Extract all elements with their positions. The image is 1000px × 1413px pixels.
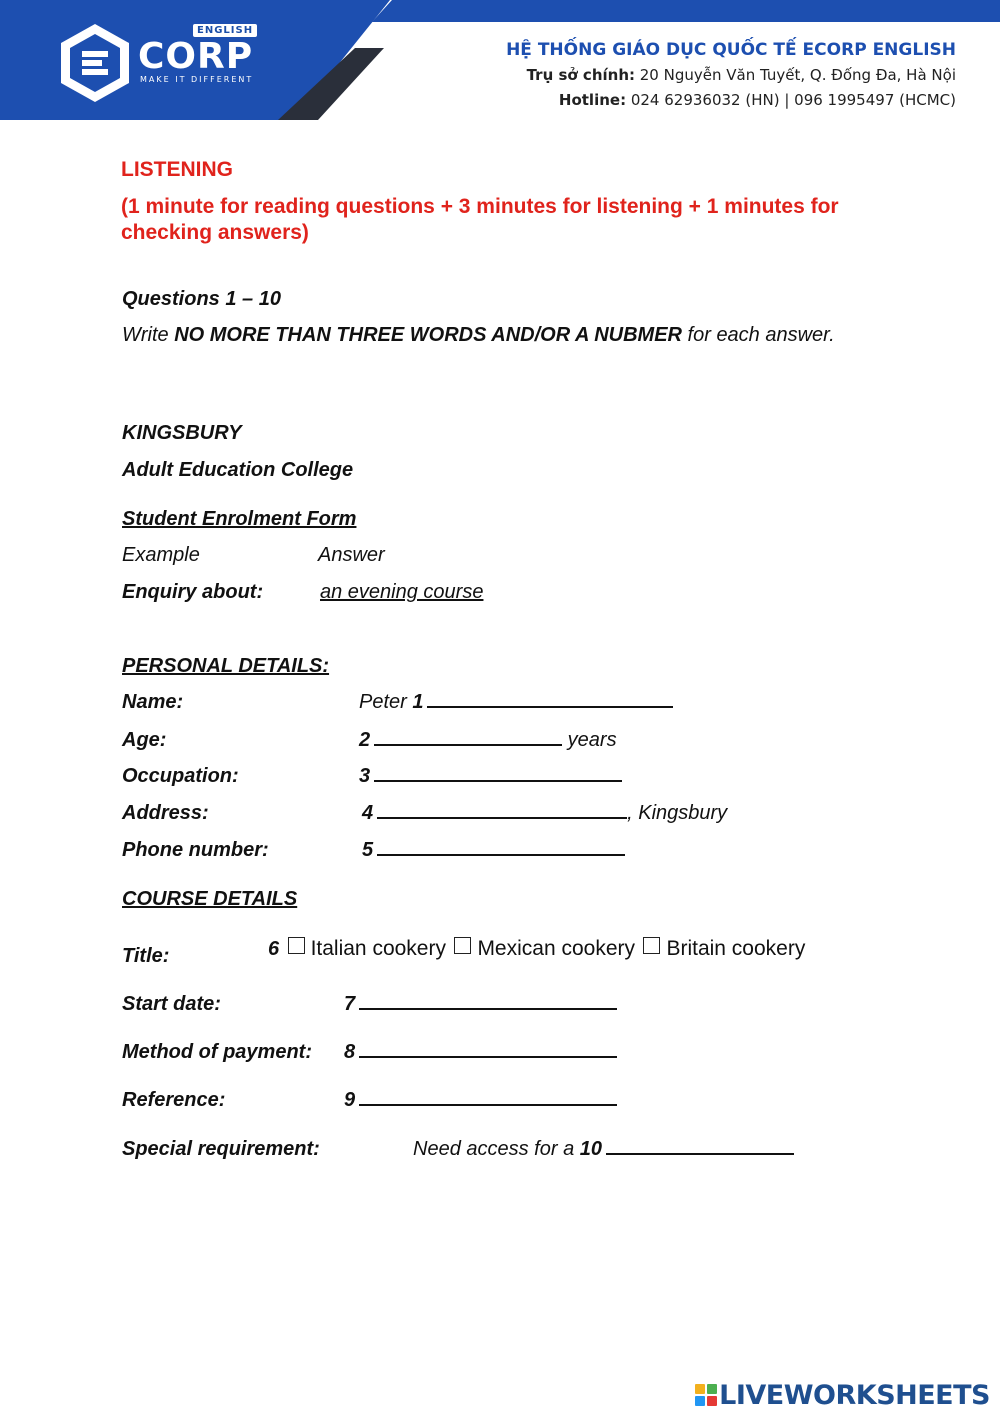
logo-tagline: MAKE IT DIFFERENT [140,75,254,84]
answer-blank-10[interactable] [606,1152,794,1155]
title-label: Title: [122,945,170,967]
age-label: Age: [122,729,167,751]
address-label: Address: [122,802,209,824]
occupation-label: Occupation: [122,765,239,787]
course-details-heading: COURSE DETAILS [122,888,298,910]
answer-blank-1[interactable] [427,705,673,708]
liveworksheets-logo [695,1378,990,1412]
option-britain[interactable]: Britain cookery [639,937,805,960]
questions-instruction: Write NO MORE THAN THREE WORDS AND/OR A NUBMER for each answer. [122,324,835,346]
name-label: Name: [122,691,184,713]
start-date-label: Start date: [122,993,221,1015]
title-options: 6 Italian cookery Mexican cookery Britain cookery [268,937,806,960]
form-title: Student Enrolment Form [122,508,357,530]
name-row: Peter 1 [359,691,673,714]
checkbox-icon[interactable] [288,937,305,954]
answer-label: Answer [318,544,385,566]
special-requirement-label: Special requirement: [122,1138,320,1160]
liveworksheets-brand: LIVEWORKSHEETS [719,1379,990,1411]
college-name: KINGSBURY [122,422,242,444]
payment-row: 8 [344,1041,617,1064]
reference-label: Reference: [122,1089,226,1111]
college-subtitle: Adult Education College [122,459,354,481]
organization-info [506,38,956,113]
logo-wordmark: CORP [138,36,254,77]
organization-hotline: Hotline: 024 62936032 (HN) | 096 1995497 (HCMC) [558,91,956,109]
page-header [0,0,1000,125]
option-mexican[interactable]: Mexican cookery [450,937,635,960]
organization-address: Trụ sở chính: 20 Nguyễn Văn Tuyết, Q. Đống Đa, Hà Nội [526,66,956,84]
checkbox-icon[interactable] [643,937,660,954]
questions-heading: Questions 1 – 10 [122,288,281,310]
occupation-row: 3 [359,765,622,788]
answer-blank-9[interactable] [359,1103,617,1106]
address-row: 4 , Kingsbury [362,802,728,824]
answer-blank-8[interactable] [359,1055,617,1058]
ecorp-logo [58,22,258,104]
personal-details-heading: PERSONAL DETAILS: [122,655,330,677]
ecorp-hexagon-icon [58,22,132,104]
organization-name: HỆ THỐNG GIÁO DỤC QUỐC TẾ ECORP ENGLISH [506,40,956,60]
answer-blank-7[interactable] [359,1007,617,1010]
checkbox-icon[interactable] [454,937,471,954]
phone-row: 5 [362,839,625,862]
section-timing: (1 minute for reading questions + 3 minutes for listening + 1 minutes for checking answers) [121,195,839,244]
answer-blank-2[interactable] [374,743,562,746]
option-italian[interactable]: Italian cookery [284,937,446,960]
enquiry-answer: an evening course [320,581,484,603]
reference-row: 9 [344,1089,617,1112]
answer-blank-3[interactable] [374,779,622,782]
enquiry-label: Enquiry about: [122,581,264,603]
answer-blank-4[interactable] [377,816,627,819]
age-row: 2 years [359,729,617,751]
example-label: Example [122,544,200,566]
start-date-row: 7 [344,993,617,1016]
special-requirement-row: Need access for a 10 [413,1138,794,1161]
logo-badge: ENGLISH [193,24,257,37]
section-title: LISTENING [121,158,234,181]
answer-blank-5[interactable] [377,853,625,856]
liveworksheets-grid-icon [695,1384,717,1406]
phone-label: Phone number: [122,839,269,861]
payment-label: Method of payment: [122,1041,312,1063]
